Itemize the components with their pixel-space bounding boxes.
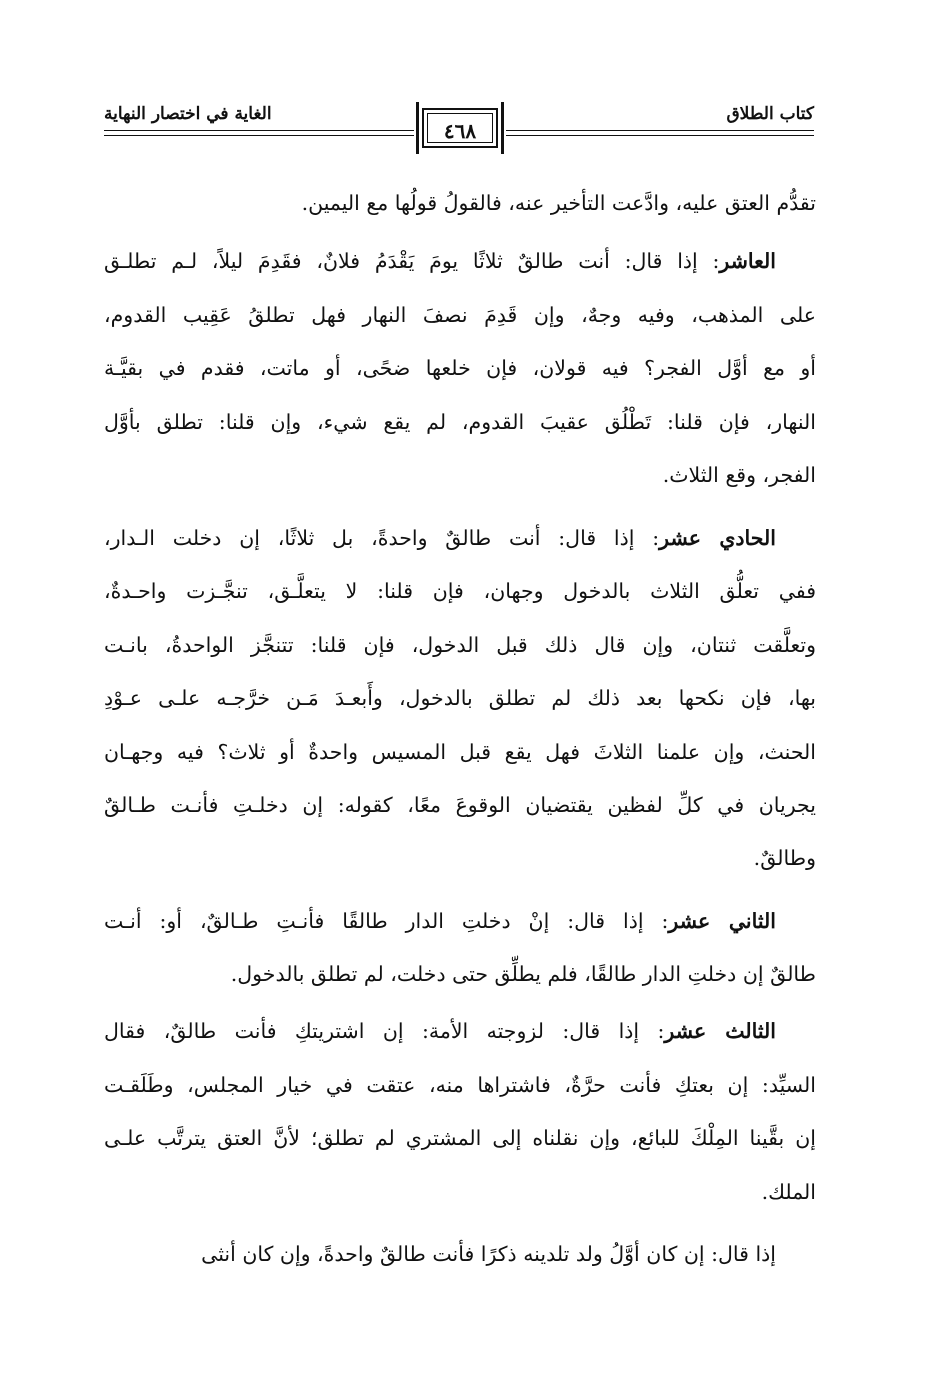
- text-line: إذا قال: إن كان أوَّلُ ولد تلدينه ذكرًا فأنت طالقٌ واحدةً، وإن كان أنثى: [201, 1242, 776, 1266]
- text-line: الحنث، وإن علمنا الثلاثَ فهل يقع قبل المسيس واحدةٌ أو ثلاث؟ فيه وجهـان: [104, 740, 816, 764]
- section-label: الحادي عشر: [659, 526, 776, 550]
- text-line: أو مع أوَّل الفجر؟ فيه قولان، فإن خلعها ضحًى، أو ماتت، فقدم في بقيَّـة: [104, 356, 816, 380]
- text-line: بها، فإن نكحها بعد ذلك لم تطلق بالدخول، وأَبعـدَ مَـن خرَّجـه علـى عـوْدِ: [104, 686, 816, 710]
- text-line: طالقٌ إن دخلتِ الدار طالقًا، فلم يطلِّق حتى دخلت، لم تطلق بالدخول.: [230, 962, 816, 986]
- running-head-section: كتاب الطلاق: [726, 104, 814, 124]
- text-line: الثاني عشر: إذا قال: إنْ دخلتِ الدار طالقًا فأنـتِ طـالقٌ، أو: أنـت: [104, 909, 776, 933]
- text-line: الملك.: [761, 1180, 816, 1204]
- page-number-frame: [414, 100, 506, 154]
- text-line: ففي تعلُّق الثلاث بالدخول وجهان، فإن قلنا: لا يتعلَّـق، تنجَّـزت واحـدةٌ،: [104, 579, 816, 603]
- text-line: على المذهب، وفيه وجهٌ، وإن قَدِمَ نصفَ النهار فهل تطلقُ عَقِيب القدوم،: [104, 303, 816, 327]
- section-label: الثاني عشر: [668, 909, 776, 933]
- running-head-title: الغاية في اختصار النهاية: [104, 104, 272, 124]
- section-label: الثالث عشر: [664, 1019, 777, 1043]
- page-header: [104, 100, 814, 160]
- text-line: الفجر، وقع الثلاث.: [662, 463, 816, 487]
- text-line: النهار، فإن قلنا: تَطْلُق عقيبَ القدوم، لم يقع شيء، وإن قلنا: تطلق بأوَّل: [104, 410, 816, 434]
- text-line: إن بقَّينا المِلْكَ للبائع، وإن نقلناه إلى المشتري لم تطلق؛ لأنَّ العتق يترتَّب علـى: [104, 1126, 816, 1150]
- text-line: وطالقٌ.: [753, 846, 816, 870]
- text-line: الثالث عشر: إذا قال: لزوجته الأمة: إن اشتريتكِ فأنت طالقٌ، فقال: [104, 1019, 777, 1043]
- text-line: تقدُّم العتق عليه، وادَّعت التأخير عنه، فالقولُ قولُها مع اليمين.: [301, 191, 816, 215]
- text-line: الحادي عشر: إذا قال: أنت طالقٌ واحدةً، بل ثلاثًا، إن دخلت الـدار،: [104, 526, 776, 550]
- section-label: العاشر: [719, 249, 776, 273]
- text-line: العاشر: إذا قال: أنت طالقٌ ثلاثًا يومَ يَقْدَمُ فلانٌ، فقَدِمَ ليلاً، لـم تطلـق: [104, 249, 776, 273]
- page-number: ٤٦٨: [443, 119, 477, 143]
- text-line: السيِّد: إن بعتكِ فأنت حرَّةٌ، فاشتراها منه، عتقت في خيار المجلس، وطَلَقـت: [104, 1073, 816, 1097]
- text-line: وتعلَّقت ثنتان، وإن قال ذلك قبل الدخول، فإن قلنا: تتنجَّز الواحدةُ، بانـت: [104, 633, 816, 657]
- text-line: يجريان في كلِّ لفظين يقتضيان الوقوعَ معًا، كقوله: إن دخلـتِ فأنـت طـالقٌ: [104, 793, 816, 817]
